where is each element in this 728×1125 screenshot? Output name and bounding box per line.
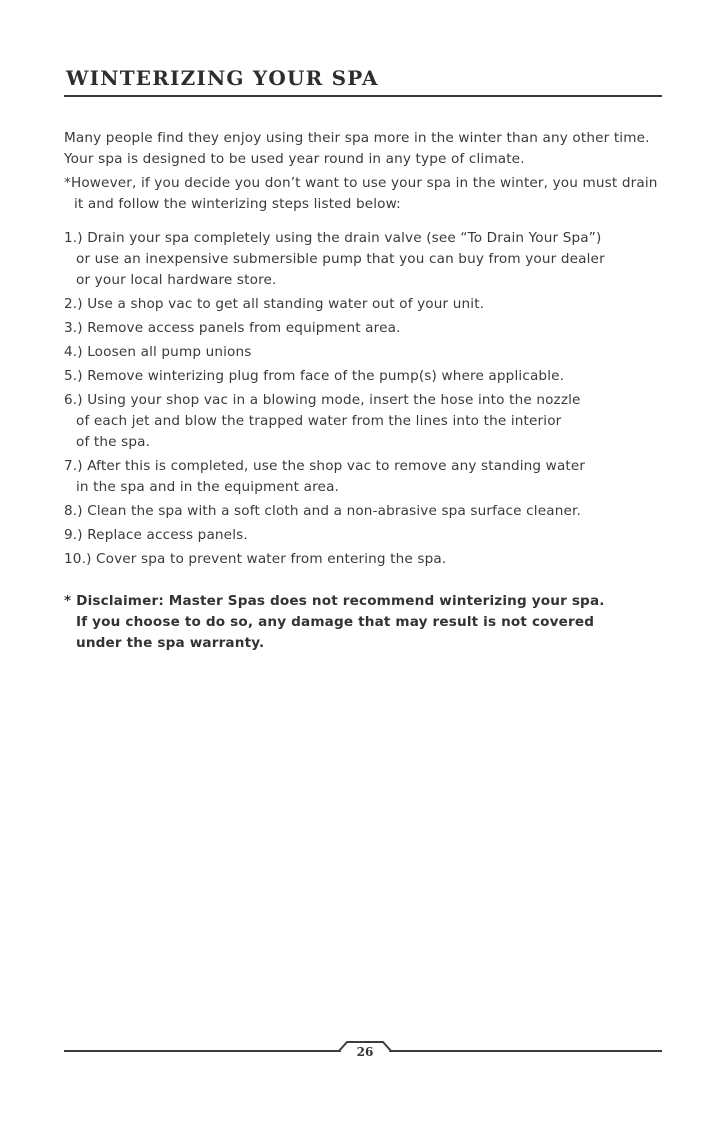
step-text: 9.) Replace access panels.: [64, 527, 248, 543]
step-text: 10.) Cover spa to prevent water from entering the spa.: [64, 551, 447, 567]
list-item: [64, 366, 662, 387]
disclaimer-line: * Disclaimer: Master Spas does not recommend winterizing your spa.: [64, 593, 605, 609]
page-title: WINTERIZING YOUR SPA: [66, 66, 379, 90]
list-item: [64, 318, 662, 339]
disclaimer-notice: [64, 591, 662, 654]
intro-paragraph: Many people find they enjoy using their spa more in the winter than any other time. Your spa is designed to be used year round in any type of climate.: [64, 130, 650, 167]
step-text: 5.) Remove winterizing plug from face of the pump(s) where applicable.: [64, 368, 565, 384]
step-text-continued: of each jet and blow the trapped water from the lines into the interior: [76, 413, 562, 429]
list-item: [64, 342, 662, 363]
list-item: [64, 525, 662, 546]
step-text: 4.) Loosen all pump unions: [64, 344, 252, 360]
disclaimer-line: If you choose to do so, any damage that may result is not covered: [76, 614, 595, 630]
document-body: [64, 128, 662, 654]
step-text-continued: or use an inexpensive submersible pump that you can buy from your dealer: [76, 251, 605, 267]
step-text: 7.) After this is completed, use the shop vac to remove any standing water: [64, 458, 586, 474]
disclaimer-line: under the spa warranty.: [76, 635, 265, 651]
step-text-continued: of the spa.: [76, 434, 151, 450]
list-item: [64, 501, 662, 522]
footer-rule-right: [389, 1050, 662, 1052]
step-text: 3.) Remove access panels from equipment area.: [64, 320, 401, 336]
footer-rule-left: [64, 1050, 341, 1052]
title-underline: [64, 95, 662, 97]
page-number: 26: [356, 1045, 374, 1059]
step-text: 6.) Using your shop vac in a blowing mode, insert the hose into the nozzle: [64, 392, 581, 408]
step-text-continued: in the spa and in the equipment area.: [76, 479, 340, 495]
list-item: [64, 456, 662, 498]
step-text: 8.) Clean the spa with a soft cloth and a non-abrasive spa surface cleaner.: [64, 503, 581, 519]
list-item: [64, 390, 662, 453]
step-text: 2.) Use a shop vac to get all standing water out of your unit.: [64, 296, 485, 312]
step-text-continued: or your local hardware store.: [76, 272, 277, 288]
winterizing-steps-list: [64, 228, 662, 570]
list-item: [64, 228, 662, 291]
step-text: 1.) Drain your spa completely using the drain valve (see “To Drain Your Spa”): [64, 230, 602, 246]
list-item: [64, 294, 662, 315]
list-item: [64, 549, 662, 570]
intro-note-paragraph: *However, if you decide you don’t want to use your spa in the winter, you must drain it and follow the winterizing steps listed below:: [64, 175, 658, 212]
